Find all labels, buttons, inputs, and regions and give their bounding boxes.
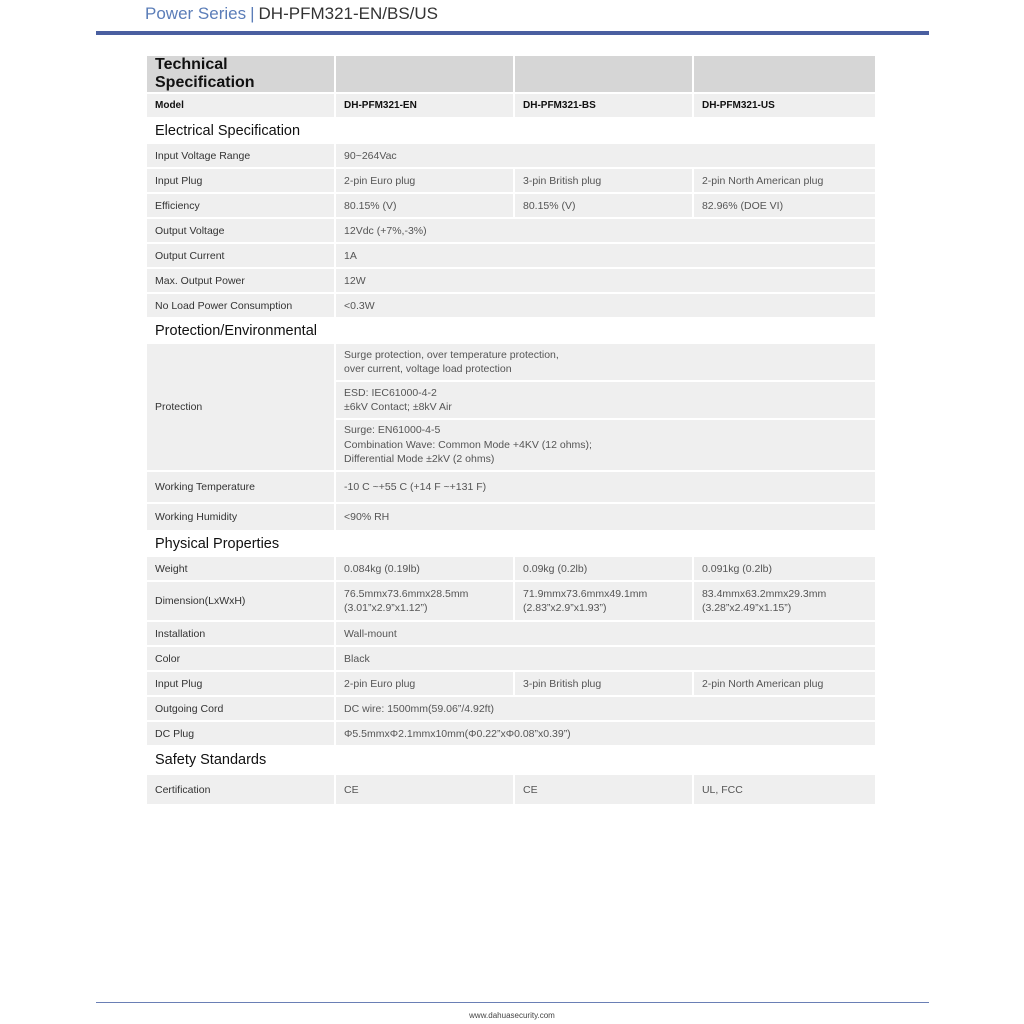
row-label: Outgoing Cord [147,697,334,720]
table-row [147,672,875,695]
model-us: DH-PFM321-US [694,94,875,117]
table-row [147,244,875,267]
row-value: Wall-mount [336,622,875,645]
text-line: (3.28”x2.49”x1.15”) [701,602,792,614]
row-value: <90% RH [336,504,875,530]
row-value [515,582,692,620]
table-row [147,294,875,317]
row-value: 82.96% (DOE VI) [694,194,875,217]
table-row [147,269,875,292]
row-label: Protection [147,344,334,470]
row-value: 80.15% (V) [515,194,692,217]
row-value: Black [336,647,875,670]
table-row [147,622,875,645]
row-label: Certification [147,775,334,804]
row-label: No Load Power Consumption [147,294,334,317]
section-title: Safety Standards [147,747,875,773]
table-row [147,472,875,502]
row-label: Efficiency [147,194,334,217]
row-value: 3-pin British plug [515,169,692,192]
model-label: Model [147,94,334,117]
row-value: 3-pin British plug [515,672,692,695]
row-value: 90~264Vac [336,144,875,167]
header-separator: | [250,4,255,23]
table-title: Technical Specification [147,56,334,92]
table-title-row [147,56,875,92]
row-label: DC Plug [147,722,334,745]
row-label: Output Voltage [147,219,334,242]
footer-url[interactable]: www.dahuasecurity.com [469,1011,555,1020]
table-row [147,144,875,167]
row-label: Color [147,647,334,670]
text-line: (2.83”x2.9”x1.93”) [523,602,607,614]
protection-esd [336,382,875,418]
text-line: Surge protection, over temperature protection, [344,348,559,361]
row-value: CE [515,775,692,804]
text-line: (3.01”x2.9”x1.12”) [344,602,428,614]
protection-surge [336,420,875,470]
row-label: Output Current [147,244,334,267]
row-value: 0.091kg (0.2lb) [694,557,875,580]
text-line: Combination Wave: Common Mode +4KV (12 ohms); [344,438,592,451]
row-value: Φ5.5mmxΦ2.1mmx10mm(Φ0.22”xΦ0.08”x0.39”) [336,722,875,745]
model-row [147,94,875,117]
table-row [147,504,875,530]
protection-general [336,344,875,380]
section-heading-physical [147,532,875,555]
table-row [147,194,875,217]
row-value: DC wire: 1500mm(59.06”/4.92ft) [336,697,875,720]
section-title: Physical Properties [147,532,875,555]
row-label: Input Plug [147,672,334,695]
row-value: 2-pin North American plug [694,672,875,695]
page-header [145,4,438,24]
section-heading-safety [147,747,875,773]
text-line: ESD: IEC61000-4-2 [344,386,437,399]
row-label: Installation [147,622,334,645]
text-line: ±6kV Contact; ±8kV Air [344,401,452,413]
row-value: 0.084kg (0.19lb) [336,557,513,580]
row-label: Working Temperature [147,472,334,502]
row-value: 80.15% (V) [336,194,513,217]
section-heading-protection [147,319,875,342]
row-value: 12W [336,269,875,292]
text-line: 71.9mmx73.6mmx49.1mm [523,588,648,600]
row-value: UL, FCC [694,775,875,804]
row-value: -10 C ~+55 C (+14 F ~+131 F) [336,472,875,502]
row-value: <0.3W [336,294,875,317]
model-bs: DH-PFM321-BS [515,94,692,117]
text-line: 76.5mmx73.6mmx28.5mm [344,588,469,600]
text-line: Differential Mode ±2kV (2 ohms) [344,453,495,466]
series-label: Power Series [145,4,247,23]
spec-table [145,54,877,806]
row-label: Weight [147,557,334,580]
row-value [336,582,513,620]
text-line: over current, voltage load protection [344,363,512,375]
table-row [147,557,875,580]
row-value: 0.09kg (0.2lb) [515,557,692,580]
model-title: DH-PFM321-EN/BS/US [258,4,439,23]
row-label: Dimension(LxWxH) [147,582,334,620]
row-label: Input Plug [147,169,334,192]
section-title: Electrical Specification [147,119,875,142]
row-value [694,582,875,620]
text-line: 83.4mmx63.2mmx29.3mm [701,588,827,600]
model-en: DH-PFM321-EN [336,94,513,117]
row-value: 2-pin Euro plug [336,672,513,695]
section-title: Protection/Environmental [147,319,875,342]
text-line: Surge: EN61000-4-5 [344,424,441,437]
table-row [147,344,875,380]
table-row [147,169,875,192]
row-value: 1A [336,244,875,267]
table-row [147,582,875,620]
row-value: CE [336,775,513,804]
table-row [147,647,875,670]
table-row [147,722,875,745]
row-value: 2-pin Euro plug [336,169,513,192]
row-label: Input Voltage Range [147,144,334,167]
table-row [147,775,875,804]
table-row [147,697,875,720]
header-rule [96,31,929,35]
row-label: Working Humidity [147,504,334,530]
row-value: 2-pin North American plug [694,169,875,192]
section-heading-electrical [147,119,875,142]
row-value: 12Vdc (+7%,-3%) [336,219,875,242]
table-row [147,219,875,242]
row-label: Max. Output Power [147,269,334,292]
footer-rule [96,1002,929,1003]
